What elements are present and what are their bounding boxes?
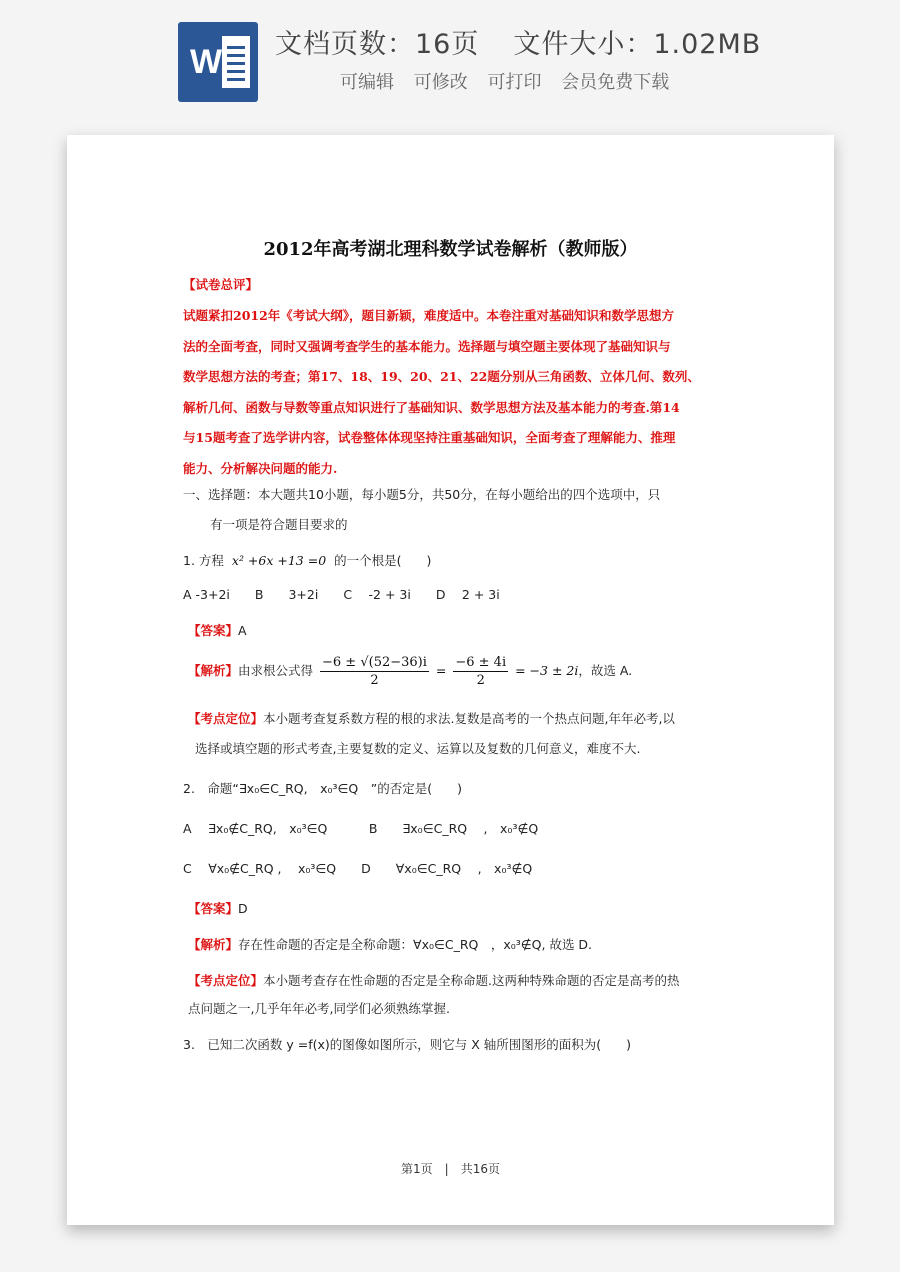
point-label: 【考点定位】	[188, 973, 264, 988]
fraction-denominator: 2	[370, 673, 379, 688]
formula-fraction	[320, 655, 429, 688]
feature-printable: 可打印	[487, 72, 542, 93]
point-label: 【考点定位】	[188, 711, 264, 726]
feature-editable: 可编辑	[340, 72, 394, 93]
q1-equation: x² +6x +13 =0	[231, 553, 327, 568]
download-banner	[0, 0, 900, 118]
q2-options-cd: C ∀x₀∉C_RQ , x₀³∈Q D ∀x₀∈C_RQ , x₀³∉Q	[183, 861, 533, 876]
question-3: 3. 已知二次函数 y =f(x)的图像如图所示，则它与 X 轴所围图形的面积为( )	[183, 1037, 632, 1052]
answer-label: 【答案】	[188, 623, 239, 638]
q2-analysis	[188, 935, 592, 953]
summary-line: 法的全面考查，同时又强调考查学生的基本能力。选择题与填空题主要体现了基础知识与	[183, 338, 671, 354]
q1-point	[188, 709, 675, 727]
fraction-numerator: −6 ± 4i	[455, 655, 507, 670]
formula-fraction	[453, 655, 508, 688]
fraction-denominator: 2	[476, 673, 485, 688]
question-2: 2. 命题“∃x₀∈C_RQ, x₀³∈Q ”的否定是( )	[183, 781, 462, 796]
point-text: 本小题考查存在性命题的否定是全称命题.这两种特殊命题的否定是高考的热	[263, 973, 680, 988]
summary-line: 数学思想方法的考查；第17、18、19、20、21、22题分别从三角函数、立体几何、数列、	[183, 369, 700, 384]
analysis-label: 【解析】	[188, 663, 239, 678]
file-info	[275, 22, 795, 61]
analysis-suffix: ，故选 A.	[578, 663, 633, 678]
summary-line: 与15题考查了选学讲内容，试卷整体体现坚持注重基础知识，全面考查了理解能力、推理	[183, 430, 676, 445]
section-heading: 一、选择题：本大题共10小题，每小题5分，共50分，在每小题给出的四个选项中，只	[183, 487, 661, 502]
feature-member-download: 会员免费下载	[561, 72, 670, 93]
answer-value: D	[238, 901, 248, 916]
feature-modifiable: 可修改	[413, 72, 468, 93]
point-text: 本小题考查复系数方程的根的求法.复数是高考的一个热点问题,年年必考,以	[263, 711, 675, 726]
word-document-icon	[178, 22, 258, 102]
summary-label: 【试卷总评】	[183, 277, 259, 292]
q1-analysis	[188, 655, 632, 688]
page-footer: 第1页 | 共16页	[401, 1162, 500, 1176]
result: = −3 ± 2i	[515, 663, 579, 678]
section-heading-cont: 有一项是符合题目要求的	[210, 517, 348, 532]
analysis-label: 【解析】	[188, 937, 239, 952]
answer-label: 【答案】	[188, 901, 239, 916]
summary-text	[183, 301, 723, 484]
summary-line: 解析几何、函数与导数等重点知识进行了基础知识、数学思想方法及基本能力的考查.第14	[183, 399, 680, 415]
document-page-glyph	[222, 36, 250, 88]
q2-options-ab: A ∃x₀∉C_RQ, x₀³∈Q B ∃x₀∈C_RQ , x₀³∉Q	[183, 821, 539, 836]
analysis-text: 存在性命题的否定是全称命题：∀x₀∈C_RQ ，x₀³∉Q, 故选 D.	[238, 937, 593, 952]
word-letter-glyph: W	[189, 43, 223, 81]
summary-line: 能力、分析解决问题的能力.	[183, 460, 338, 476]
q1-answer	[188, 621, 247, 639]
document-page	[67, 135, 834, 1225]
page-count: 文档页数：16页	[275, 29, 480, 60]
q1-point-cont: 选择或填空题的形式考查,主要复数的定义、运算以及复数的几何意义，难度不大.	[195, 741, 641, 756]
document-title: 2012年高考湖北理科数学试卷解析（教师版）	[263, 239, 638, 260]
answer-value: A	[238, 623, 247, 638]
q2-point	[188, 971, 680, 989]
q2-point-cont: 点问题之一,几乎年年必考,同学们必须熟练掌握.	[188, 1001, 450, 1016]
fraction-numerator: −6 ± √(52−36)i	[322, 655, 427, 670]
analysis-prefix: 由求根公式得	[238, 663, 314, 678]
feature-list	[340, 68, 683, 94]
q1-suffix: 的一个根是( )	[334, 553, 432, 568]
equals-sign: =	[435, 663, 447, 678]
q1-prefix: 1. 方程	[183, 553, 224, 568]
question-1	[183, 551, 431, 569]
summary-line: 试题紧扣2012年《考试大纲》，题目新颖，难度适中。本卷注重对基础知识和数学思想方	[183, 308, 675, 323]
q2-answer	[188, 899, 248, 917]
file-size: 文件大小：1.02MB	[513, 29, 762, 60]
q1-options: A -3+2i B 3+2i C -2 + 3i D 2 + 3i	[183, 587, 500, 602]
